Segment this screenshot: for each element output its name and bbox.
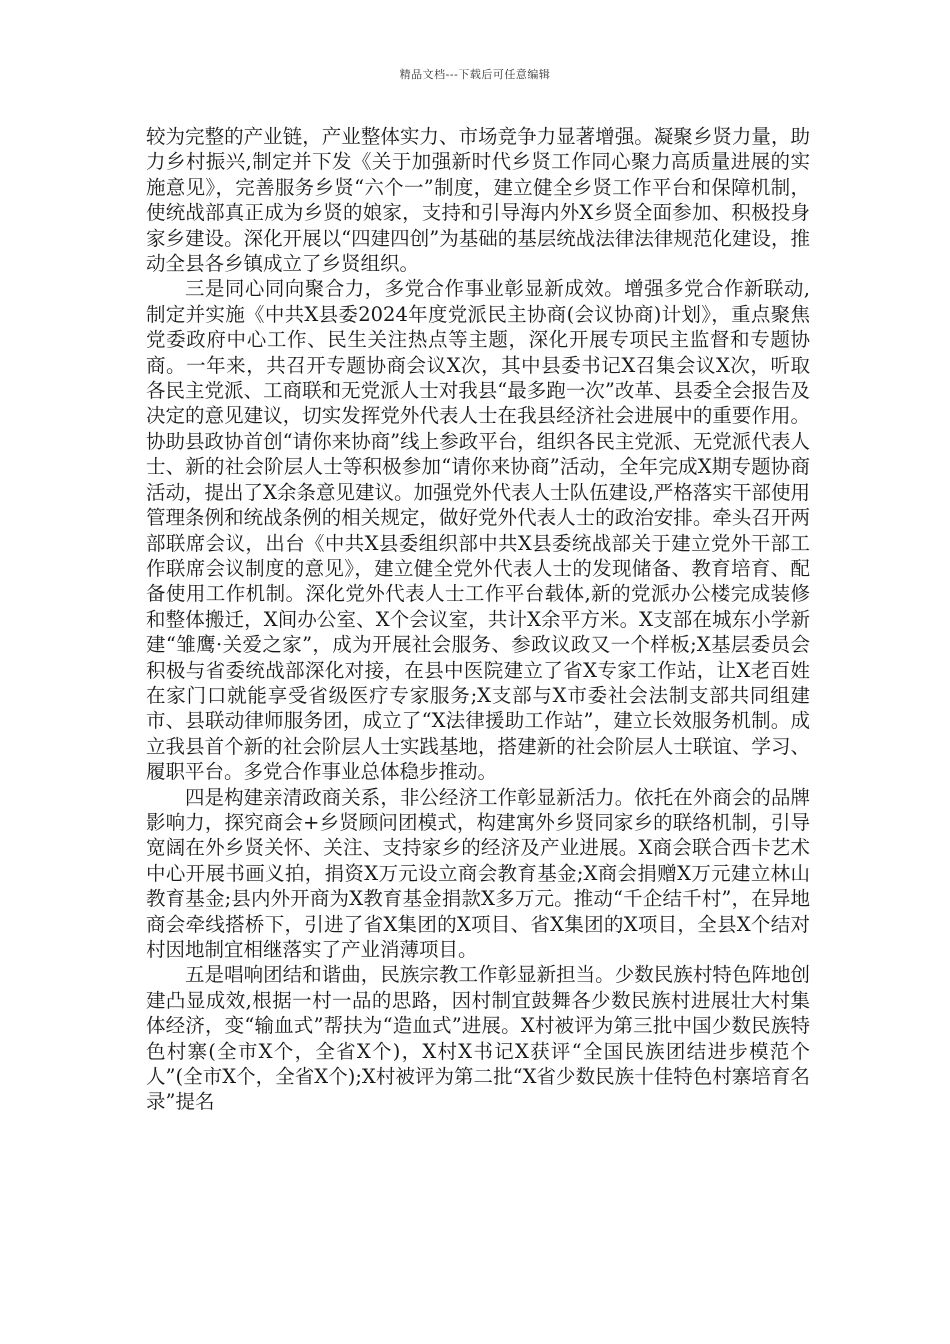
paragraph-rural-talent: 较为完整的产业链，产业整体实力、市场竞争力显著增强。凝聚乡贤力量，助力乡村振兴,制定并下发《关于加强新时代乡贤工作同心聚力高质量进展的实施意见》，完善服务乡贤“六个一”制度，建立健全乡贤工作平台和保障机制，使统战部真正成为乡贤的娘家，支持和引导海内外X乡贤全面参加、积极投身家乡建设。深化开展以“四建四创”为基础的基层统战法律法律规范化建设，推动全县各乡镇成立了乡贤组织。 — [146, 125, 810, 276]
document-body — [146, 124, 810, 1115]
paragraph-ethnic-religious-work: 五是唱响团结和谐曲，民族宗教工作彰显新担当。少数民族村特色阵地创建凸显成效,根据一村一品的思路，因村制宜鼓舞各少数民族村进展壮大村集体经济，变“输血式”帮扶为“造血式”进展。X村被评为第三批中国少数民族特色村寨(全市X个，全省X个)，X村X书记X获评“全国民族团结进步模范个人”(全市X个，全省X个);X村被评为第二批“X省少数民族十佳特色村寨培育名录”提名 — [146, 963, 810, 1114]
page-header-watermark: 精品文档---下载后可任意编辑 — [399, 68, 551, 81]
paragraph-multi-party-cooperation: 三是同心同向聚合力，多党合作事业彰显新成效。增强多党合作新联动,制定并实施《中共X县委2024年度党派民主协商(会议协商)计划》，重点聚焦党委政府中心工作、民生关注热点等主题，深化开展专项民主监督和专题协商。一年来，共召开专题协商会议X次，其中县委书记X召集会议X次，听取各民主党派、工商联和无党派人士对我县“最多跑一次”改革、县委全会报告及决定的意见建议，切实发挥党外代表人士在我县经济社会进展中的重要作用。协助县政协首创“请你来协商”线上参政平台，组织各民主党派、无党派代表人士、新的社会阶层人士等积极参加“请你来协商”活动，全年完成X期专题协商活动，提出了X余条意见建议。加强党外代表人士队伍建设,严格落实干部使用管理条例和统战条例的相关规定，做好党外代表人士的政治安排。牵头召开两部联席会议，出台《中共X县委组织部中共X县委统战部关于建立党外干部工作联席会议制度的意见》，建立健全党外代表人士的发现储备、教育培育、配备使用工作机制。深化党外代表人士工作平台载体,新的党派办公楼完成装修和整体搬迁，X间办公室、X个会议室，共计X余平方米。X支部在城东小学新建“雏鹰·关爱之家”，成为开展社会服务、参政议政又一个样板;X基层委员会积极与省委统战部深化对接，在县中医院建立了省X专家工作站，让X老百姓在家门口就能享受省级医疗专家服务;X支部与X市委社会法制支部共同组建市、县联动律师服务团，成立了“X法律援助工作站”，建立长效服务机制。成立我县首个新的社会阶层人士实践基地，搭建新的社会阶层人士联谊、学习、履职平台。多党合作事业总体稳步推动。 — [146, 277, 810, 784]
paragraph-business-relations: 四是构建亲清政商关系，非公经济工作彰显新活力。依托在外商会的品牌影响力，探究商会+乡贤顾问团模式，构建寓外乡贤同家乡的联络机制，引导宽阔在外乡贤关怀、关注、支持家乡的经济及产业进展。X商会联合西卡艺术中心开展书画义拍，捐资X万元设立商会教育基金;X商会捐赠X万元建立林山教育基金;县内外开商为X教育基金捐款X多万元。推动“千企结千村”，在异地商会牵线搭桥下，引进了省X集团的X项目、省X集团的X项目，全县X个结对村因地制宜相继落实了产业消薄项目。 — [146, 785, 810, 961]
